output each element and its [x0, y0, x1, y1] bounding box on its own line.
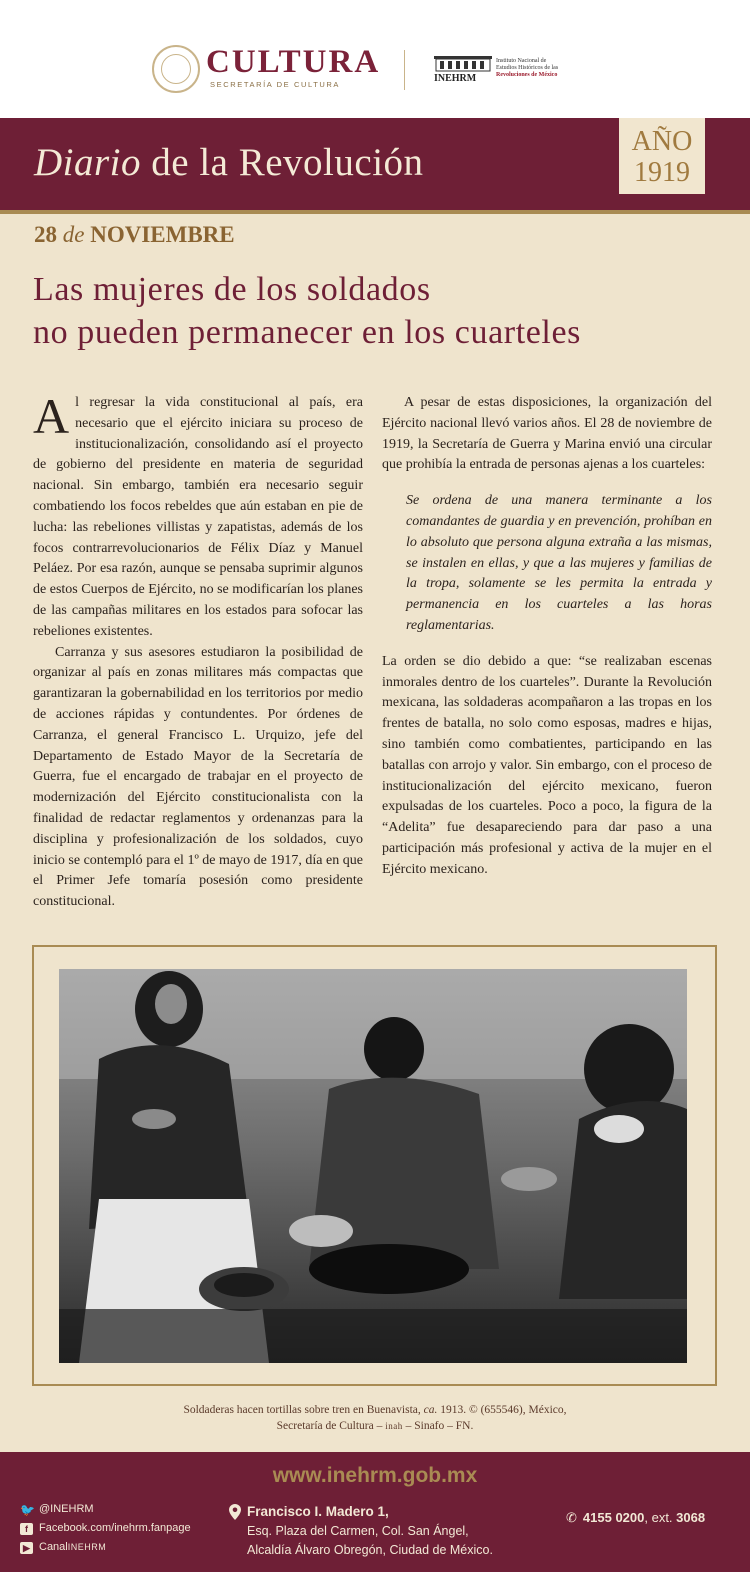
inehrm-name: Instituto Nacional de Estudios Históricos de las Revoluciones de México — [496, 58, 559, 78]
youtube-icon: ▶ — [20, 1542, 33, 1554]
phone-number[interactable]: ✆ 4155 0200, ext. 3068 — [566, 1510, 706, 1525]
mexico-seal-icon — [152, 45, 200, 93]
year-box — [619, 118, 705, 194]
facebook-link[interactable]: f Facebook.com/inehrm.fanpage — [20, 1519, 191, 1538]
drop-cap: A — [33, 388, 70, 444]
article-date: 28 de NOVIEMBRE — [34, 222, 235, 247]
website-link[interactable]: www.inehrm.gob.mx — [272, 1464, 478, 1487]
year-value: 1919 — [634, 157, 690, 188]
youtube-link[interactable]: ▶ Canal INEHRM — [20, 1538, 191, 1557]
twitter-link[interactable]: 🐦 @INEHRM — [20, 1502, 94, 1517]
cultura-subtitle: SECRETARÍA DE CULTURA — [210, 80, 341, 89]
inehrm-building-icon — [432, 52, 494, 82]
paragraph-3: A pesar de estas disposiciones, la organización del Ejército nacional llevó varios años. El 28 de noviembre de 1919, la Secretaría de Guerra y Marina envió una circular que prohibía la entrada de personas ajenas a los cuarteles: — [382, 395, 712, 473]
paragraph-1: Al regresar la vida constitucional al país, era necesario que el ejército iniciara su proceso de institucionalización, consolidando así el proyecto de gobierno del presidente en materia de seguridad nacional. Sin embargo, también era necesario seguir combatiendo los focos rebeldes que aún estaban en pie de lucha: las rebeliones villistas y zapatistas, además de los focos contrarrevolucionarios de Félix Díaz y Manuel Peláez. Por esa razón, aunque se pensaba suprimir algunos de estos Cuerpos de Ejército, no se modificarían los planes de las campañas militares en los estados para sofocar las rebeliones existentes. — [33, 388, 363, 639]
series-title: Diario de la Revolución — [34, 141, 424, 184]
paragraph-4: La orden se dio debido a que: “se realizaban escenas inmorales dentro de los cuarteles”. Durante la Revolución mexicana, las soldaderas acompañaron a las tropas en los frentes de batalla, no solo como esposas, madres e hijas, sino también como combatientes, participando en las batallas con arrojo y valor. Sin embargo, con el proceso de institucionalización del ejército mexicano, fueron expulsadas de los cuarteles. Poco a poco, la figura de la “Adelita” fue desapareciendo para dar paso a una participación más profesional y activa de la mujer en el Ejército mexicano. — [382, 653, 712, 877]
historical-photo — [59, 969, 687, 1363]
headline: Las mujeres de los soldados no pueden permanecer en los cuarteles — [33, 271, 582, 351]
location-pin-icon — [229, 1504, 241, 1520]
gold-rule — [0, 210, 750, 214]
block-quote: Se ordena de una manera terminante a los comandantes de guardia y en prevención, prohíban en lo absoluto que persona alguna extraña a las mismas, se instalen en ellas, y que a las mujeres y familias de la tropa, solamente se les permita la entrada y permanencia en los cuarteles a las horas reglamentarias. — [406, 493, 712, 633]
phone-icon: ✆ — [566, 1510, 577, 1525]
paragraph-2: Carranza y sus asesores estudiaron la posibilidad de organizar al país en zonas militares más compactas que garantizaran la gobernabilidad en los territorios por medio de acciones rápidas y contundentes. Por órdenes de Carranza, el general Francisco L. Urquizo, jefe del Departamento de Estado Mayor de la Secretaría de Guerra, fue el encargado de trabajar en el proyecto de modernización del Ejército constitucionalista con la finalidad de redactar reglamentos y ordenanzas para la disciplina y profesionalización de los soldados, cuyo inicio se contempló para el 1º de mayo de 1917, día en que el Primer Jefe tomaría posesión como presidente constitucional. — [33, 644, 363, 910]
inehrm-abbr: INEHRM — [434, 73, 477, 82]
social-links — [20, 1500, 191, 1557]
facebook-icon: f — [20, 1523, 33, 1535]
twitter-icon: 🐦 — [20, 1502, 35, 1517]
article-column-right — [382, 393, 712, 881]
year-label: AÑO — [631, 126, 693, 157]
address: Francisco I. Madero 1, Esq. Plaza del Carmen, Col. San Ángel, Alcaldía Álvaro Obregón, Ciudad de México. — [247, 1502, 493, 1560]
cultura-logo-text: CULTURA — [206, 44, 381, 80]
article-column-left — [33, 388, 363, 913]
logo-divider — [404, 50, 405, 90]
photo-caption: Soldaderas hacen tortillas sobre tren en Buenavista, ca. 1913. © (655546), México, Secretaría de Cultura – inah – Sinafo – FN. — [183, 1404, 567, 1432]
